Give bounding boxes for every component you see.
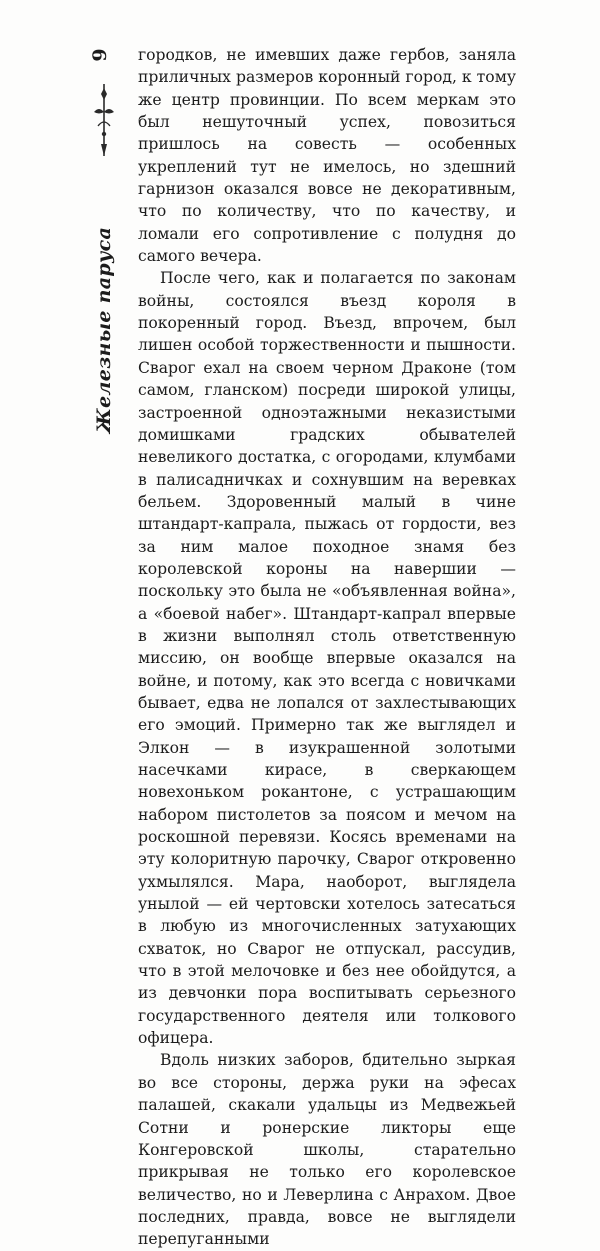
running-title: Железные паруса <box>93 226 115 434</box>
decorative-sword-ornament <box>92 82 116 162</box>
body-text <box>138 44 516 1251</box>
page-number: 6 <box>87 48 110 62</box>
paragraph-2: После чего, как и полагается по законам войны, состоялся въезд короля в покоренный город. Въезд, впрочем, был лишен особой торжественности и пышности. Сварог ехал на своем черном Драконе (том самом, гланском) посреди широкой улицы, застроенной одноэтажными неказистыми домишками градских обывателей невеликого достатка, с огородами, клумбами в палисадничках и сохнувшим на веревках бельем. Здоровенный малый в чине штандарт-капрала, пыжась от гордости, вез за ним малое походное знамя без королевской короны на навершии — поскольку это была не «объявленная война», а «боевой набег». Штандарт-капрал впервые в жизни выполнял столь ответственную миссию, он вообще впервые оказался на войне, и потому, как это всегда с новичками бывает, едва не лопался от захлестывающих его эмоций. Примерно так же выглядел и Элкон — в изукрашенной золотыми насечками кирасе, в сверкающем новехоньком рокантоне, с устрашающим набором пистолетов за поясом и мечом на роскошной перевязи. Косясь временами на эту колоритную парочку, Сварог откровенно ухмылялся. Мара, наоборот, выглядела унылой — ей чертовски хотелось затесаться в любую из многочисленных затухающих схваток, но Сварог не отпускал, рассудив, что в этой мелочовке и без нее обойдутся, а из девчонки пора воспитывать серьезного государственного деятеля или толкового офицера. <box>138 269 516 1048</box>
paragraph-1: городков, не имевших даже гербов, заняла приличных размеров коронный город, к тому же центр провинции. По всем меркам это был нешуточный успех, повозиться пришлось на совесть — особенных укреплений тут не имелось, но здешний гарнизон оказался вовсе не декоративным, что по количеству, что по качеству, и ломали его сопротивление с полудня до самого вечера. <box>138 46 516 266</box>
paragraph-3: Вдоль низких заборов, бдительно зыркая во все стороны, держа руки на эфесах палашей, скакали удальцы из Медвежьей Сотни и ронерские ликторы еще Конгеровской школы, старательно прикрывая не только его королевское величество, но и Леверлина с Анрахом. Двое последних, правда, вовсе не выглядели перепуганными <box>138 1051 516 1249</box>
